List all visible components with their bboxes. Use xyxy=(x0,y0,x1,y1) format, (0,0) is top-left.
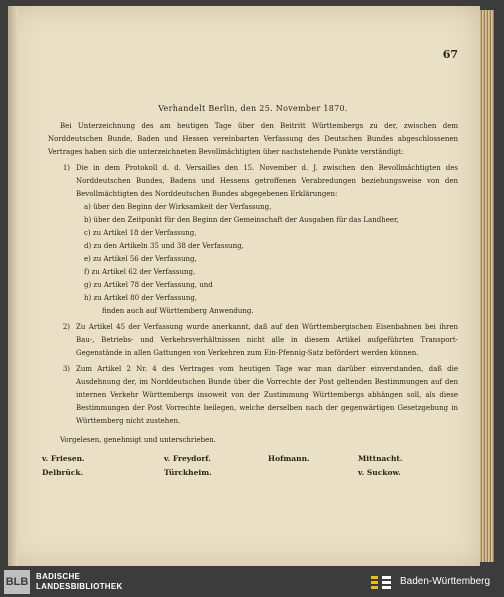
item-tail: finden auch auf Württemberg Anwendung. xyxy=(102,307,254,315)
item-number: 2) xyxy=(62,323,70,331)
document-page xyxy=(8,6,480,566)
sub-item: b) über den Zeitpunkt für den Beginn der Gemeinschaft der Ausgaben für das Landheer, xyxy=(84,216,399,224)
sub-item: h) zu Artikel 80 der Verfassung, xyxy=(84,294,198,302)
library-name-line2: LANDESBIBLIOTHEK xyxy=(36,582,123,591)
sub-item: g) zu Artikel 78 der Verfassung, und xyxy=(84,281,213,289)
signature: v. Friesen. xyxy=(42,454,85,463)
document-heading: Verhandelt Berlin, den 25. November 1870. xyxy=(158,104,348,113)
page-gutter xyxy=(8,6,18,566)
sub-item: e) zu Artikel 56 der Verfassung, xyxy=(84,255,197,263)
list-item xyxy=(48,321,458,360)
signature: v. Freydorf. xyxy=(164,454,211,463)
item-number: 3) xyxy=(62,365,70,373)
sub-item: a) über den Beginn der Wirksamkeit der Verfassung, xyxy=(84,203,272,211)
signature: Hofmann. xyxy=(268,454,310,463)
baden-wuerttemberg-lions-icon[interactable] xyxy=(368,571,394,593)
item-text: Die in dem Protokoll d. d. Versailles den 15. November d. J. zwischen den Bevollmächtigten des Norddeutschen Bundes, Badens und Hessens getroffenen Verabredungen beziehungsweise von den Bevollmächtigten des Norddeutschen Bundes abgegebenen Erklärungen: xyxy=(76,164,458,198)
item-number: 1) xyxy=(62,164,70,172)
list-item xyxy=(48,162,458,201)
intro-paragraph: Bei Unterzeichnung des am heutigen Tage über den Beitritt Württembergs zu der, zwischen dem Norddeutschen Bunde, Baden und Hessen vereinbarten Verfassung des Deutschen Bundes abgeschlossenen Vertrages haben sich die unterzeichneten Bevollmächtigten über nachstehende Punkte verständigt: xyxy=(48,122,458,156)
sub-item: c) zu Artikel 18 der Verfassung, xyxy=(84,229,197,237)
item-text: Zu Artikel 45 der Verfassung wurde anerkannt, daß auf den Württembergischen Eisenbahnen bei ihren Bau-, Betriebs- und Verkehrsverhältnissen nicht alle in diesem Artikel aufgeführten Transport-Gegenstände in allen Gattungen von Verkehren zum Ein-Pfennig-Satz befördert werden können. xyxy=(76,323,458,357)
item-text: Zum Artikel 2 Nr. 4 des Vertrages vom heutigen Tage war man darüber einverstanden, daß die Ausdehnung der, im Norddeutschen Bunde über die Vorrechte der Post geltenden Bestimmungen auf den internen Verkehr Württembergs insoweit von der Zustimmung Württembergs abhängen soll, als diese Bestimmungen der Post Vorrechte beilegen, welche derselben nach der gegenwärtigen Gesetzgebung in Württemberg nicht zustehen. xyxy=(76,365,458,425)
page-number: 67 xyxy=(442,48,458,61)
points-list xyxy=(48,162,458,428)
footer-bar xyxy=(0,566,504,597)
blb-logo[interactable]: BLB xyxy=(4,570,30,594)
library-name[interactable] xyxy=(36,572,123,592)
signature: Türckheim. xyxy=(164,468,212,477)
sub-item: d) zu den Artikeln 35 und 38 der Verfassung, xyxy=(84,242,244,250)
page-edge xyxy=(480,10,494,562)
state-name[interactable]: Baden-Württemberg xyxy=(400,576,491,587)
signature: v. Suckow. xyxy=(358,468,401,477)
library-name-line1: BADISCHE xyxy=(36,572,81,581)
sub-item: f) zu Artikel 62 der Verfassung, xyxy=(84,268,196,276)
signature: Delbrück. xyxy=(42,468,84,477)
signature: Mittnacht. xyxy=(358,454,403,463)
list-item xyxy=(48,363,458,428)
closing-line: Vorgelesen, genehmigt und unterschrieben. xyxy=(60,436,216,444)
